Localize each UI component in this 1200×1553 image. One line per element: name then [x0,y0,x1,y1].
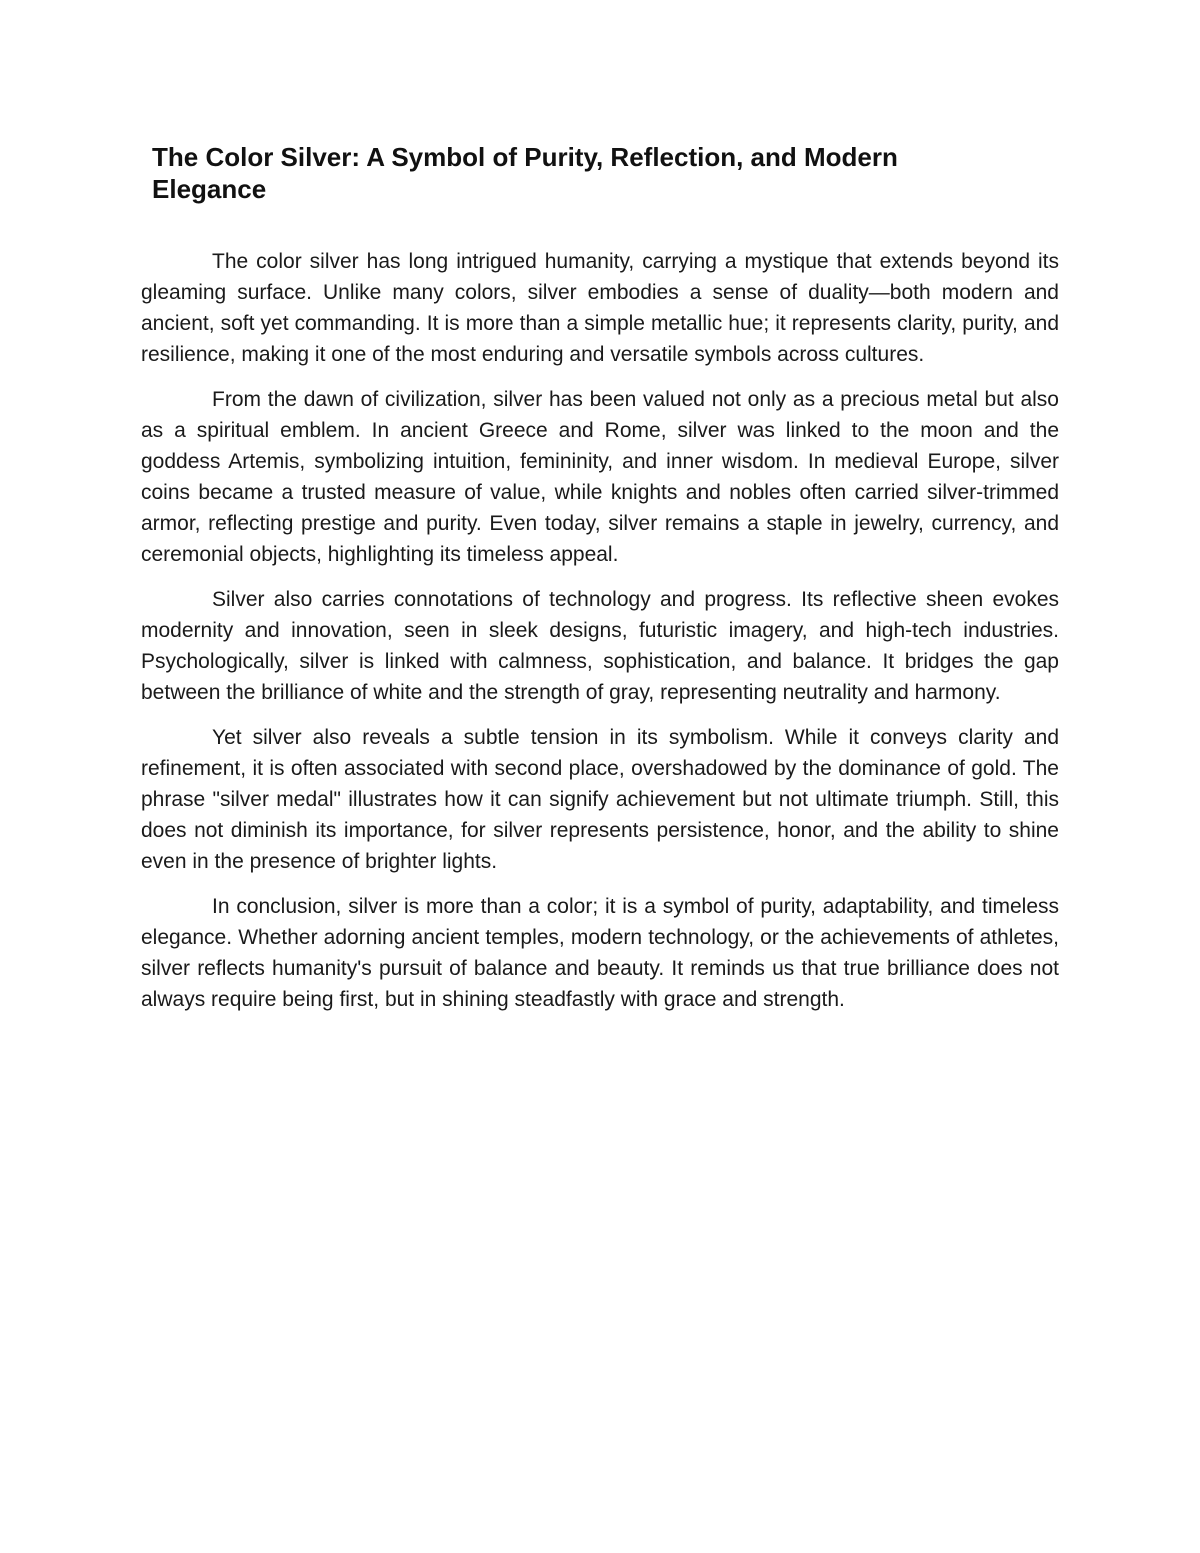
document-body [141,246,1059,1029]
paragraph-conclusion: In conclusion, silver is more than a color; it is a symbol of purity, adaptability, and timeless elegance. Whether adorning ancient temples, modern technology, or the achievements of athletes, silver reflects humanity's pursuit of balance and beauty. It reminds us that true brilliance does not always require being first, but in shining steadfastly with grace and strength. [141,895,1059,1011]
page-title: The Color Silver: A Symbol of Purity, Reflection, and Modern Elegance [152,142,898,204]
paragraph-technology: Silver also carries connotations of technology and progress. Its reflective sheen evokes modernity and innovation, seen in sleek designs, futuristic imagery, and high-tech industries. Psychologically, silver is linked with calmness, sophistication, and balance. It bridges the gap between the brilliance of white and the strength of gray, representing neutrality and harmony. [141,588,1059,704]
paragraph-intro: The color silver has long intrigued humanity, carrying a mystique that extends beyond its gleaming surface. Unlike many colors, silver embodies a sense of duality—both modern and ancient, soft yet commanding. It is more than a simple metallic hue; it represents clarity, purity, and resilience, making it one of the most enduring and versatile symbols across cultures. [141,250,1059,366]
paragraph-history: From the dawn of civilization, silver has been valued not only as a precious metal but also as a spiritual emblem. In ancient Greece and Rome, silver was linked to the moon and the goddess Artemis, symbolizing intuition, femininity, and inner wisdom. In medieval Europe, silver coins became a trusted measure of value, while knights and nobles often carried silver-trimmed armor, reflecting prestige and purity. Even today, silver remains a staple in jewelry, currency, and ceremonial objects, highlighting its timeless appeal. [141,388,1059,566]
paragraph-tension: Yet silver also reveals a subtle tension in its symbolism. While it conveys clarity and refinement, it is often associated with second place, overshadowed by the dominance of gold. The phrase "silver medal" illustrates how it can signify achievement but not ultimate triumph. Still, this does not diminish its importance, for silver represents persistence, honor, and the ability to shine even in the presence of brighter lights. [141,726,1059,873]
